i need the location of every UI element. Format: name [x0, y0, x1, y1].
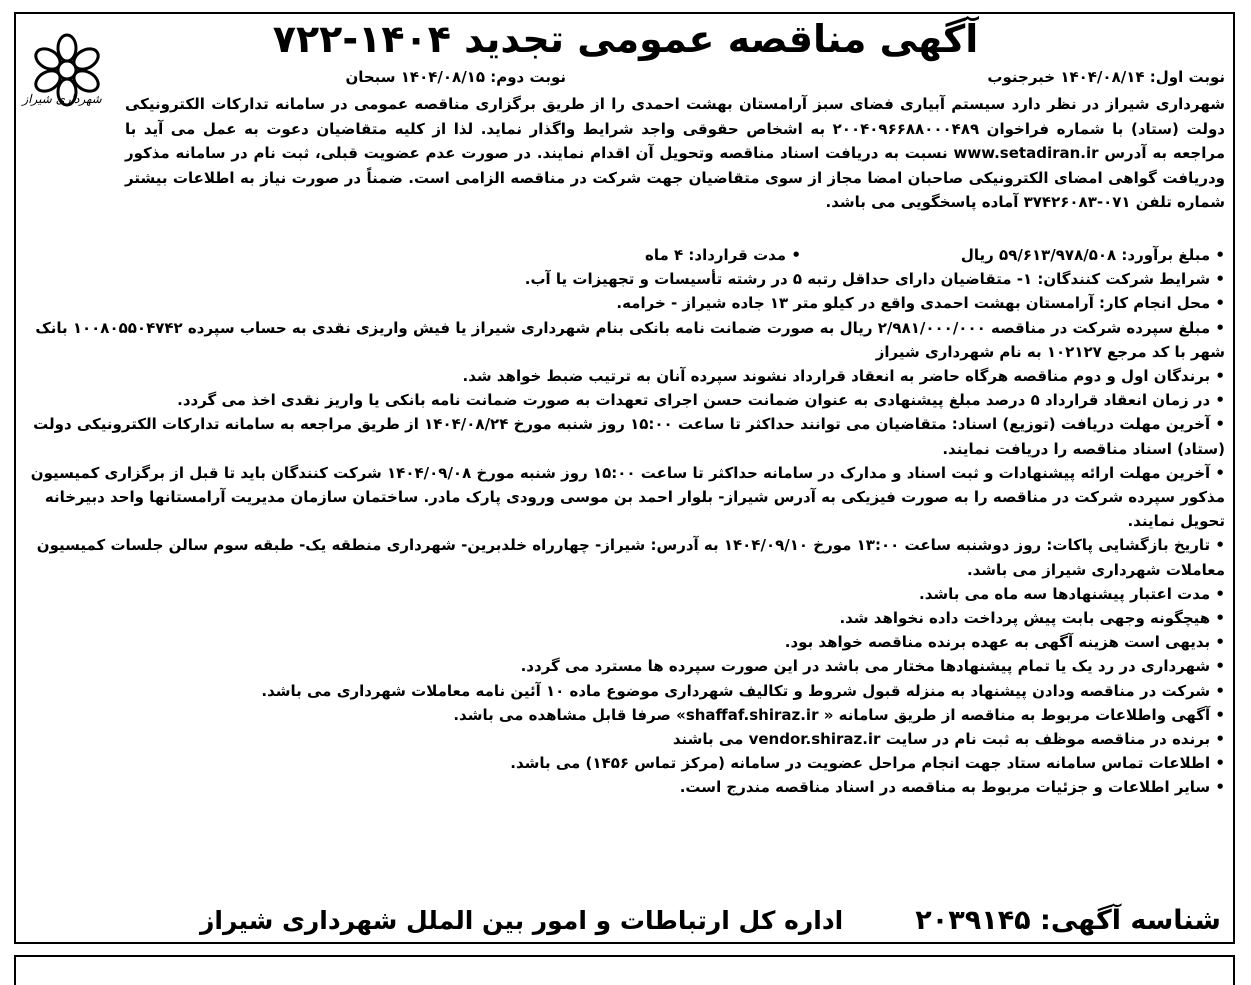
ad-id: شناسه آگهی: ۲۰۳۹۱۴۵ — [915, 905, 1221, 936]
vendor-item: • برنده در مناقصه موظف به ثبت نام در سایت vendor.shiraz.ir می باشند — [672, 730, 1225, 749]
ad-cost-item: • بدیهی است هزینه آگهی به عهده برنده مناقصه خواهد بود. — [784, 633, 1225, 652]
contact-item: • اطلاعات تماس سامانه ستاد جهت انجام مراحل عضویت در سامانه (مرکز تماس ۱۴۵۶) می باشد. — [510, 754, 1225, 773]
duration-item: • مدت قرارداد: ۴ ماه — [645, 246, 801, 264]
transparency-item: • آگهی واطلاعات مربوط به مناقصه از طریق سامانه « shaffaf.shiraz.ir» صرفا قابل مشاهده می باشد. — [453, 705, 1225, 724]
receive-deadline-item: • آخرین مهلت دریافت (توزیع) اسناد: متقاضیان می توانند حداکثر تا ساعت ۱۵:۰۰ روز شنبه مورخ ۱۴۰۴/۰۸/۲۴ از طریق مراجعه به سامانه تدارکات الکترونیکی دولت (ستاد) اسناد مناقصه را دریافت نمایند. — [33, 415, 1225, 458]
conditions-list — [25, 243, 1225, 800]
intro-paragraph: شهرداری شیراز در نظر دارد سیستم آبیاری فضای سبز آرامستان بهشت احمدی را از طریق برگزاری مناقصه عمومی در سامانه تدارکات الکترونیکی دولت (ستاد) با شماره فراخوان ۲۰۰۴۰۹۶۶۸۸۰۰۰۴۸۹ به اشخاص حقوقی واجد شرایط واگذار نماید. لذا از کلیه متقاضیان دعوت به عمل می آید با مراجعه به آدرس www.setadiran.ir نسبت به دریافت اسناد مناقصه وتحویل آن اقدام نمایند. در صورت عدم عضویت قبلی، ثبت نام در سامانه مذکور ودریافت گواهی امضای الکترونیکی صاحبان امضا مجاز از سوی متقاضیان جهت شرکت در مناقصه الزامی است. ضمناً در صورت نیاز به اطلاعات بیشتر شماره تلفن ۰۷۱-۳۷۴۲۶۰۸۳ آماده پاسخگویی می باشد. — [125, 95, 1226, 211]
first-notice-date: نوبت اول: ۱۴۰۴/۰۸/۱۴ خبرجنوب — [987, 68, 1225, 86]
deposit-item: • مبلغ سپرده شرکت در مناقصه ۲/۹۸۱/۰۰۰/۰۰۰ ریال به صورت ضمانت نامه بانکی بنام شهرداری شیراز یا فیش واریزی نقدی به حساب سپرده ۱۰۰۸۰۵۵۰۴۷۴۲ بانک شهر با کد مرجع ۱۰۲۱۲۷ به نام شهرداری شیراز — [35, 318, 1225, 361]
prepayment-item: • هیچگونه وجهی بابت پیش پرداخت داده نخواهد شد. — [839, 609, 1225, 628]
reject-item: • شهرداری در رد یک یا تمام پیشنهادها مختار می باشد در این صورت سپرده ها مسترد می گردد. — [520, 657, 1225, 676]
estimate-duration-row — [25, 243, 1225, 267]
winners-item: • برندگان اول و دوم مناقصه هرگاه حاضر به انعقاد قرارداد نشوند سپرده آنان به ترتیب ضبط خواهد شد. — [462, 367, 1225, 386]
acceptance-item: • شرکت در مناقصه ودادن پیشنهاد به منزله قبول شروط و تکالیف شهرداری موضوع ماده ۱۰ آئین نامه معاملات شهرداری می باشد. — [261, 681, 1225, 700]
notice-title: آگهی مناقصه عمومی تجدید ۱۴۰۴-۷۲۲ — [272, 17, 979, 61]
opening-item: • تاریخ بازگشایی پاکات: روز دوشنبه ساعت ۱۳:۰۰ مورخ ۱۴۰۴/۰۹/۱۰ به آدرس: شیراز- چهارراه خلدبرین- شهرداری منطقه یک- طبقه سوم سالن جلسات کمیسیون معاملات شهرداری شیراز می باشد. — [36, 536, 1225, 579]
estimate-item: • مبلغ برآورد: ۵۹/۶۱۳/۹۷۸/۵۰۸ ریال — [960, 246, 1225, 264]
conditions-item: • شرایط شرکت کنندگان: ۱- متقاضیان دارای حداقل رتبه ۵ در رشته تأسیسات و تجهیزات یا آب. — [524, 270, 1225, 289]
submit-deadline-item: • آخرین مهلت ارائه پیشنهادات و ثبت اسناد و مدارک در سامانه حداکثر تا ساعت ۱۵:۰۰ روز شنبه مورخ ۱۴۰۴/۰۹/۰۸ شرکت کنندگان باید تا قبل از برگزاری کمیسیون مذکور سپرده شرکت در مناقصه را به صورت فیزیکی به آدرس شیراز- بلوار احمد بن موسی ورودی پارک مادر. ساختمان سازمان مدیریت آرامستانها واحد دبیرخانه تحویل نمایند. — [30, 463, 1225, 531]
other-item: • سایر اطلاعات و جزئیات مربوط به مناقصه در اسناد مناقصه مندرج است. — [679, 778, 1225, 797]
issuing-organization: اداره کل ارتباطات و امور بین الملل شهرداری شیراز — [200, 906, 844, 935]
logo-caption: شهرداری شیراز — [22, 92, 102, 106]
location-item: • محل انجام کار: آرامستان بهشت احمدی واقع در کیلو متر ۱۳ جاده شیراز - خرامه. — [616, 294, 1225, 313]
guarantee-item: • در زمان انعقاد قرارداد ۵ درصد مبلغ پیشنهادی به عنوان ضمانت حسن اجرای تعهدات به صورت ضمانت نامه بانکی یا واریز نقدی اخذ می گردد. — [177, 391, 1225, 410]
second-notice-date: نوبت دوم: ۱۴۰۴/۰۸/۱۵ سبحان — [345, 68, 566, 86]
next-notice-frame — [14, 955, 1235, 985]
notice-footer — [30, 903, 1221, 939]
validity-item: • مدت اعتبار پیشنهادها سه ماه می باشد. — [919, 584, 1225, 603]
